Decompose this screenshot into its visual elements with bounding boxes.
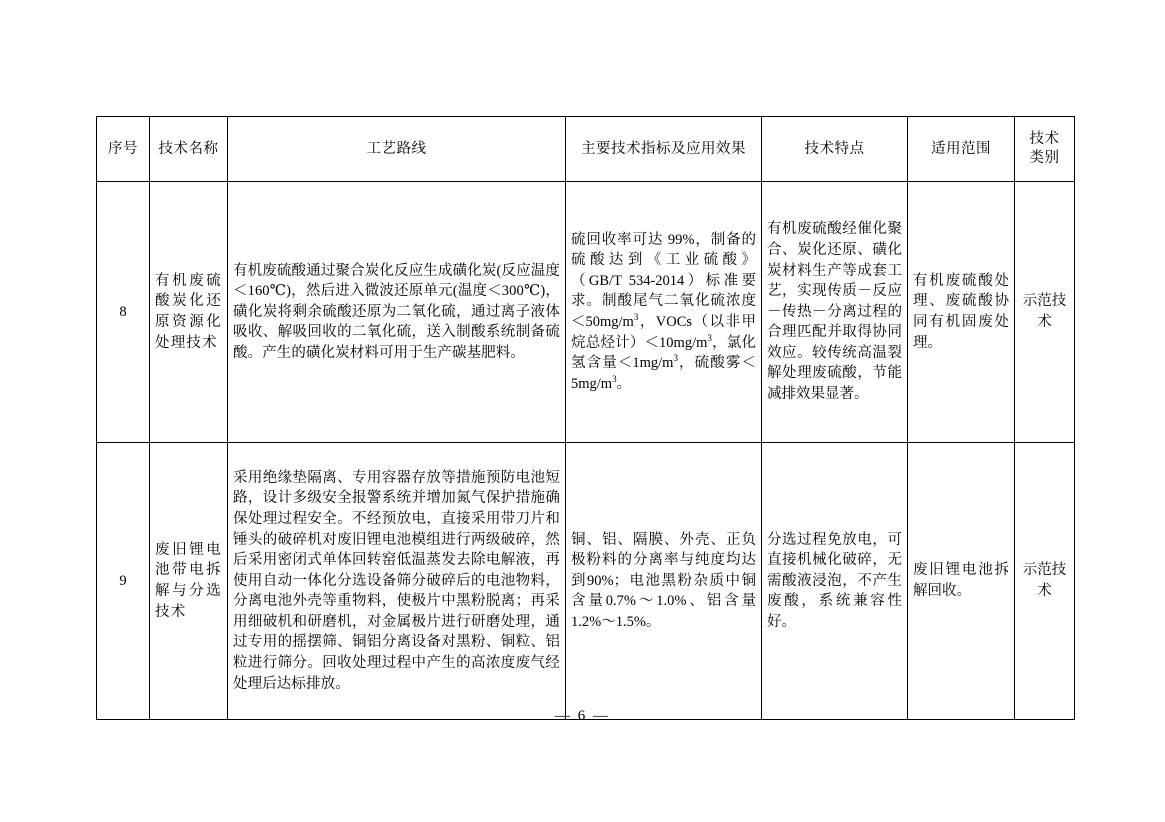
header-technical-features: 技术特点 (762, 117, 908, 182)
row-technology-category: 示范技术 (1015, 443, 1075, 720)
row-process-route: 采用绝缘垫隔离、专用容器存放等措施预防电池短路，设计多级安全报警系统并增加氮气保护措施确保处理过程安全。不经预放电，直接采用带刀片和锤头的破碎机对废旧锂电池模组进行两级破碎，然后采用密闭式单体回转窑低温蒸发去除电解液，再使用自动一体化分选设备筛分破碎后的电池物料，分离电池外壳等重物料，使极片中黑粉脱离；再采用细破机和研磨机，对金属极片进行研磨处理，通过专用的摇摆筛、铜铝分离设备对黑粉、铜粒、铝粒进行筛分。回收处理过程中产生的高浓度废气经处理后达标排放。 (228, 443, 566, 720)
header-sequence: 序号 (97, 117, 150, 182)
row-main-indicators (566, 182, 762, 443)
table-body (97, 182, 1075, 720)
header-category-line2: 类别 (1029, 150, 1060, 166)
row-sequence: 9 (97, 443, 150, 720)
row-sequence: 8 (97, 182, 150, 443)
spec-segment: 。 (616, 375, 632, 392)
technology-catalog-table-wrapper (96, 116, 1074, 720)
row-applicable-scope: 废旧锂电池拆解回收。 (908, 443, 1015, 720)
spec-segment: ，硫酸雾＜5mg/m (571, 355, 757, 392)
row-applicable-scope: 有机废硫酸处理、废硫酸协同有机固废处理。 (908, 182, 1015, 443)
superscript-cube: 3 (612, 373, 617, 384)
row-technical-features: 分选过程免放电，可直接机械化破碎，无需酸液浸泡，不产生废酸，系统兼容性好。 (762, 443, 908, 720)
header-technology-category (1015, 117, 1075, 182)
row-technology-name: 有机废硫酸炭化还原资源化处理技术 (150, 182, 228, 443)
header-main-indicators: 主要技术指标及应用效果 (566, 117, 762, 182)
row-technical-features: 有机废硫酸经催化聚合、炭化还原、磺化炭材料生产等成套工艺，实现传质－反应－传热－分离过程的合理匹配并取得协同效应。较传统高温裂解处理废硫酸，节能减排效果显著。 (762, 182, 908, 443)
row-main-indicators: 铜、铝、隔膜、外壳、正负极粉料的分离率与纯度均达到90%；电池黑粉杂质中铜含量0.7%～1.0%、铝含量 1.2%～1.5%。 (566, 443, 762, 720)
superscript-cube: 3 (673, 353, 678, 364)
table-header (97, 117, 1075, 182)
superscript-cube: 3 (707, 332, 712, 343)
row-technology-name: 废旧锂电池带电拆解与分选技术 (150, 443, 228, 720)
row-process-route: 有机废硫酸通过聚合炭化反应生成磺化炭(反应温度＜160℃)，然后进入微波还原单元(温度＜300℃)，磺化炭将剩余硫酸还原为二氧化硫，通过离子液体吸收、解吸回收的二氧化硫，送入制酸系统制备硫酸。产生的磺化炭材料可用于生产碳基肥料。 (228, 182, 566, 443)
spec-segment: 硫回收率可达 99%，制备的硫酸达到《工业硫酸》（GB/T 534-2014）标准要求。制酸尾气二氧化硫浓度＜50mg/m (571, 231, 756, 330)
row-technology-category: 示范技术 (1015, 182, 1075, 443)
table-row (97, 182, 1075, 443)
header-process-route: 工艺路线 (228, 117, 566, 182)
header-category-line1: 技术 (1029, 131, 1060, 148)
superscript-cube: 3 (633, 312, 639, 323)
header-technology-name: 技术名称 (150, 117, 228, 182)
table-header-row (97, 117, 1075, 182)
page-number: — 6 — (555, 708, 610, 724)
table-row (97, 443, 1075, 720)
spec-segment: ，氯化氢含量＜1mg/m (571, 334, 756, 372)
spec-segment: ，VOCs（以非甲烷总烃计）＜10mg/m (571, 314, 756, 351)
header-applicable-scope: 适用范围 (908, 117, 1015, 182)
technology-catalog-table (96, 116, 1075, 720)
